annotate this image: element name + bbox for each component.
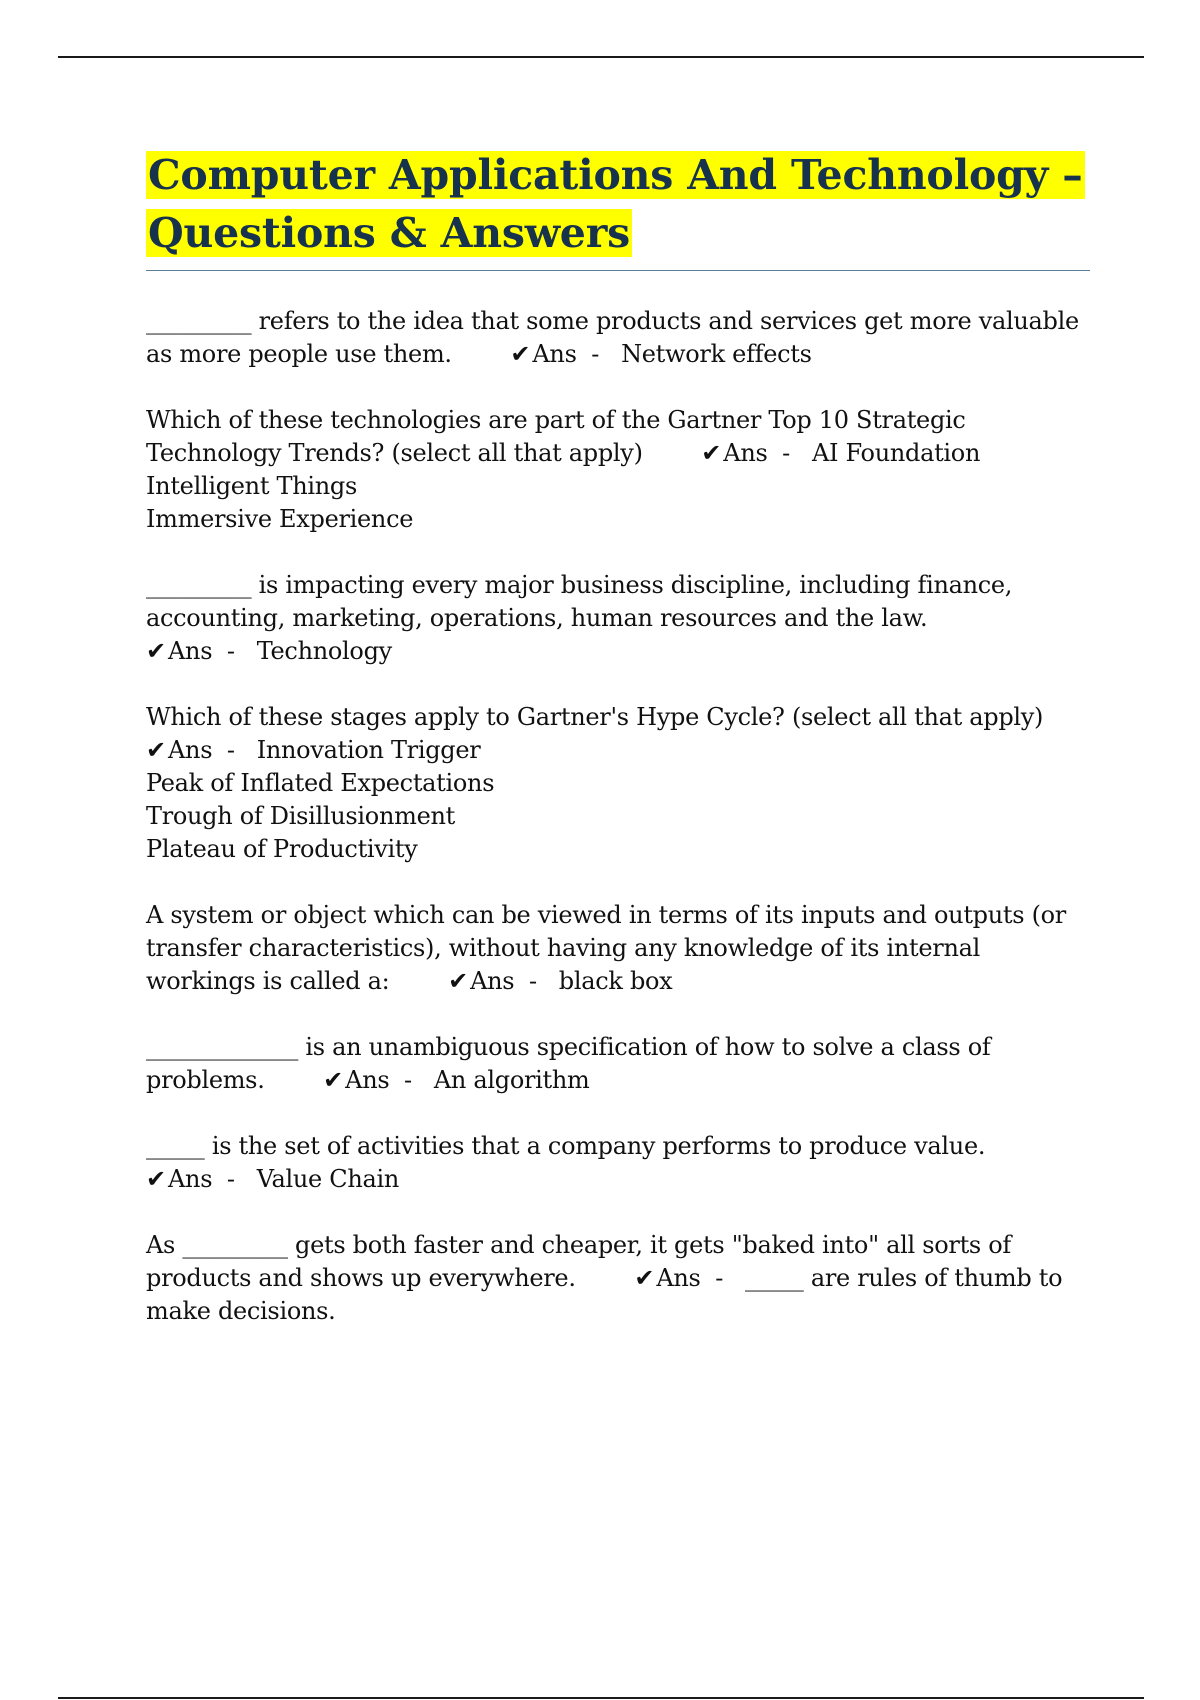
checkmark-icon: ✔ bbox=[323, 1066, 343, 1094]
answer-text: AI Foundation bbox=[811, 439, 981, 467]
answer-extra-line: Plateau of Productivity bbox=[146, 835, 418, 863]
qa-item bbox=[146, 1229, 1090, 1328]
question-text: A system or object which can be viewed in terms of its inputs and outputs (or transfer characteristics), without having any knowledge of its internal workings is called a: bbox=[146, 901, 1074, 995]
question-text: As _________ gets both faster and cheaper, it gets "baked into" all sorts of products and shows up everywhere. bbox=[146, 1231, 1019, 1292]
qa-item bbox=[146, 569, 1090, 668]
answer-prefix: Ans bbox=[168, 637, 213, 665]
title-line-2: Questions & Answers bbox=[148, 209, 630, 257]
title-line-1: Computer Applications And Technology – bbox=[148, 151, 1083, 199]
checkmark-icon: ✔ bbox=[448, 967, 468, 995]
qa-list bbox=[146, 305, 1090, 1328]
answer-text: Network effects bbox=[621, 340, 812, 368]
answer-text: Innovation Trigger bbox=[256, 736, 481, 764]
qa-item bbox=[146, 305, 1090, 371]
answer-extra-line: Peak of Inflated Expectations bbox=[146, 769, 495, 797]
checkmark-icon: ✔ bbox=[146, 1165, 166, 1193]
checkmark-icon: ✔ bbox=[701, 439, 722, 467]
qa-item bbox=[146, 701, 1090, 866]
checkmark-icon: ✔ bbox=[146, 736, 166, 764]
qa-item bbox=[146, 404, 1090, 536]
document-body bbox=[146, 146, 1090, 1361]
qa-item bbox=[146, 1031, 1090, 1097]
answer-prefix: Ans bbox=[345, 1066, 390, 1094]
question-text: _________ is impacting every major business discipline, including finance, accounting, marketing, operations, human resources and the law. bbox=[146, 571, 1020, 632]
title-block bbox=[146, 146, 1090, 271]
answer-prefix: Ans bbox=[168, 736, 213, 764]
answer-prefix: Ans bbox=[470, 967, 515, 995]
checkmark-icon: ✔ bbox=[146, 637, 166, 665]
qa-item bbox=[146, 899, 1090, 998]
answer-marker: ✔Ans - bbox=[146, 637, 257, 665]
checkmark-icon: ✔ bbox=[634, 1264, 655, 1292]
answer-marker: ✔Ans - bbox=[146, 1165, 257, 1193]
answer-marker: ✔Ans - bbox=[510, 340, 621, 368]
answer-marker: ✔Ans - bbox=[701, 439, 812, 467]
answer-text: _____ are rules of thumb to make decisions. bbox=[146, 1264, 1070, 1325]
answer-marker: ✔Ans - bbox=[146, 736, 257, 764]
qa-item bbox=[146, 1130, 1090, 1196]
page-bottom-rule bbox=[58, 1697, 1144, 1699]
question-text: Which of these technologies are part of the Gartner Top 10 Strategic Technology Trends? (select all that apply) bbox=[146, 406, 973, 467]
question-text: _____ is the set of activities that a company performs to produce value. bbox=[146, 1132, 986, 1160]
answer-text: black box bbox=[558, 967, 673, 995]
answer-text: An algorithm bbox=[433, 1066, 590, 1094]
answer-marker: ✔Ans - bbox=[448, 967, 559, 995]
answer-text: Value Chain bbox=[256, 1165, 400, 1193]
answer-prefix: Ans bbox=[656, 1264, 701, 1292]
checkmark-icon: ✔ bbox=[510, 340, 531, 368]
question-text: _____________ is an unambiguous specification of how to solve a class of problems. bbox=[146, 1033, 998, 1094]
question-text: _________ refers to the idea that some products and services get more valuable as more people use them. bbox=[146, 307, 1087, 368]
answer-extra-line: Trough of Disillusionment bbox=[146, 802, 455, 830]
answer-extra-line: Intelligent Things bbox=[146, 472, 357, 500]
document-title bbox=[146, 146, 1090, 262]
question-text: Which of these stages apply to Gartner's Hype Cycle? (select all that apply) bbox=[146, 703, 1044, 731]
answer-prefix: Ans bbox=[532, 340, 577, 368]
page-top-rule bbox=[58, 56, 1144, 58]
answer-text: Technology bbox=[256, 637, 392, 665]
answer-extra-line: Immersive Experience bbox=[146, 505, 414, 533]
answer-prefix: Ans bbox=[168, 1165, 213, 1193]
answer-marker: ✔Ans - bbox=[323, 1066, 434, 1094]
answer-marker: ✔Ans - bbox=[634, 1264, 745, 1292]
answer-prefix: Ans bbox=[723, 439, 768, 467]
